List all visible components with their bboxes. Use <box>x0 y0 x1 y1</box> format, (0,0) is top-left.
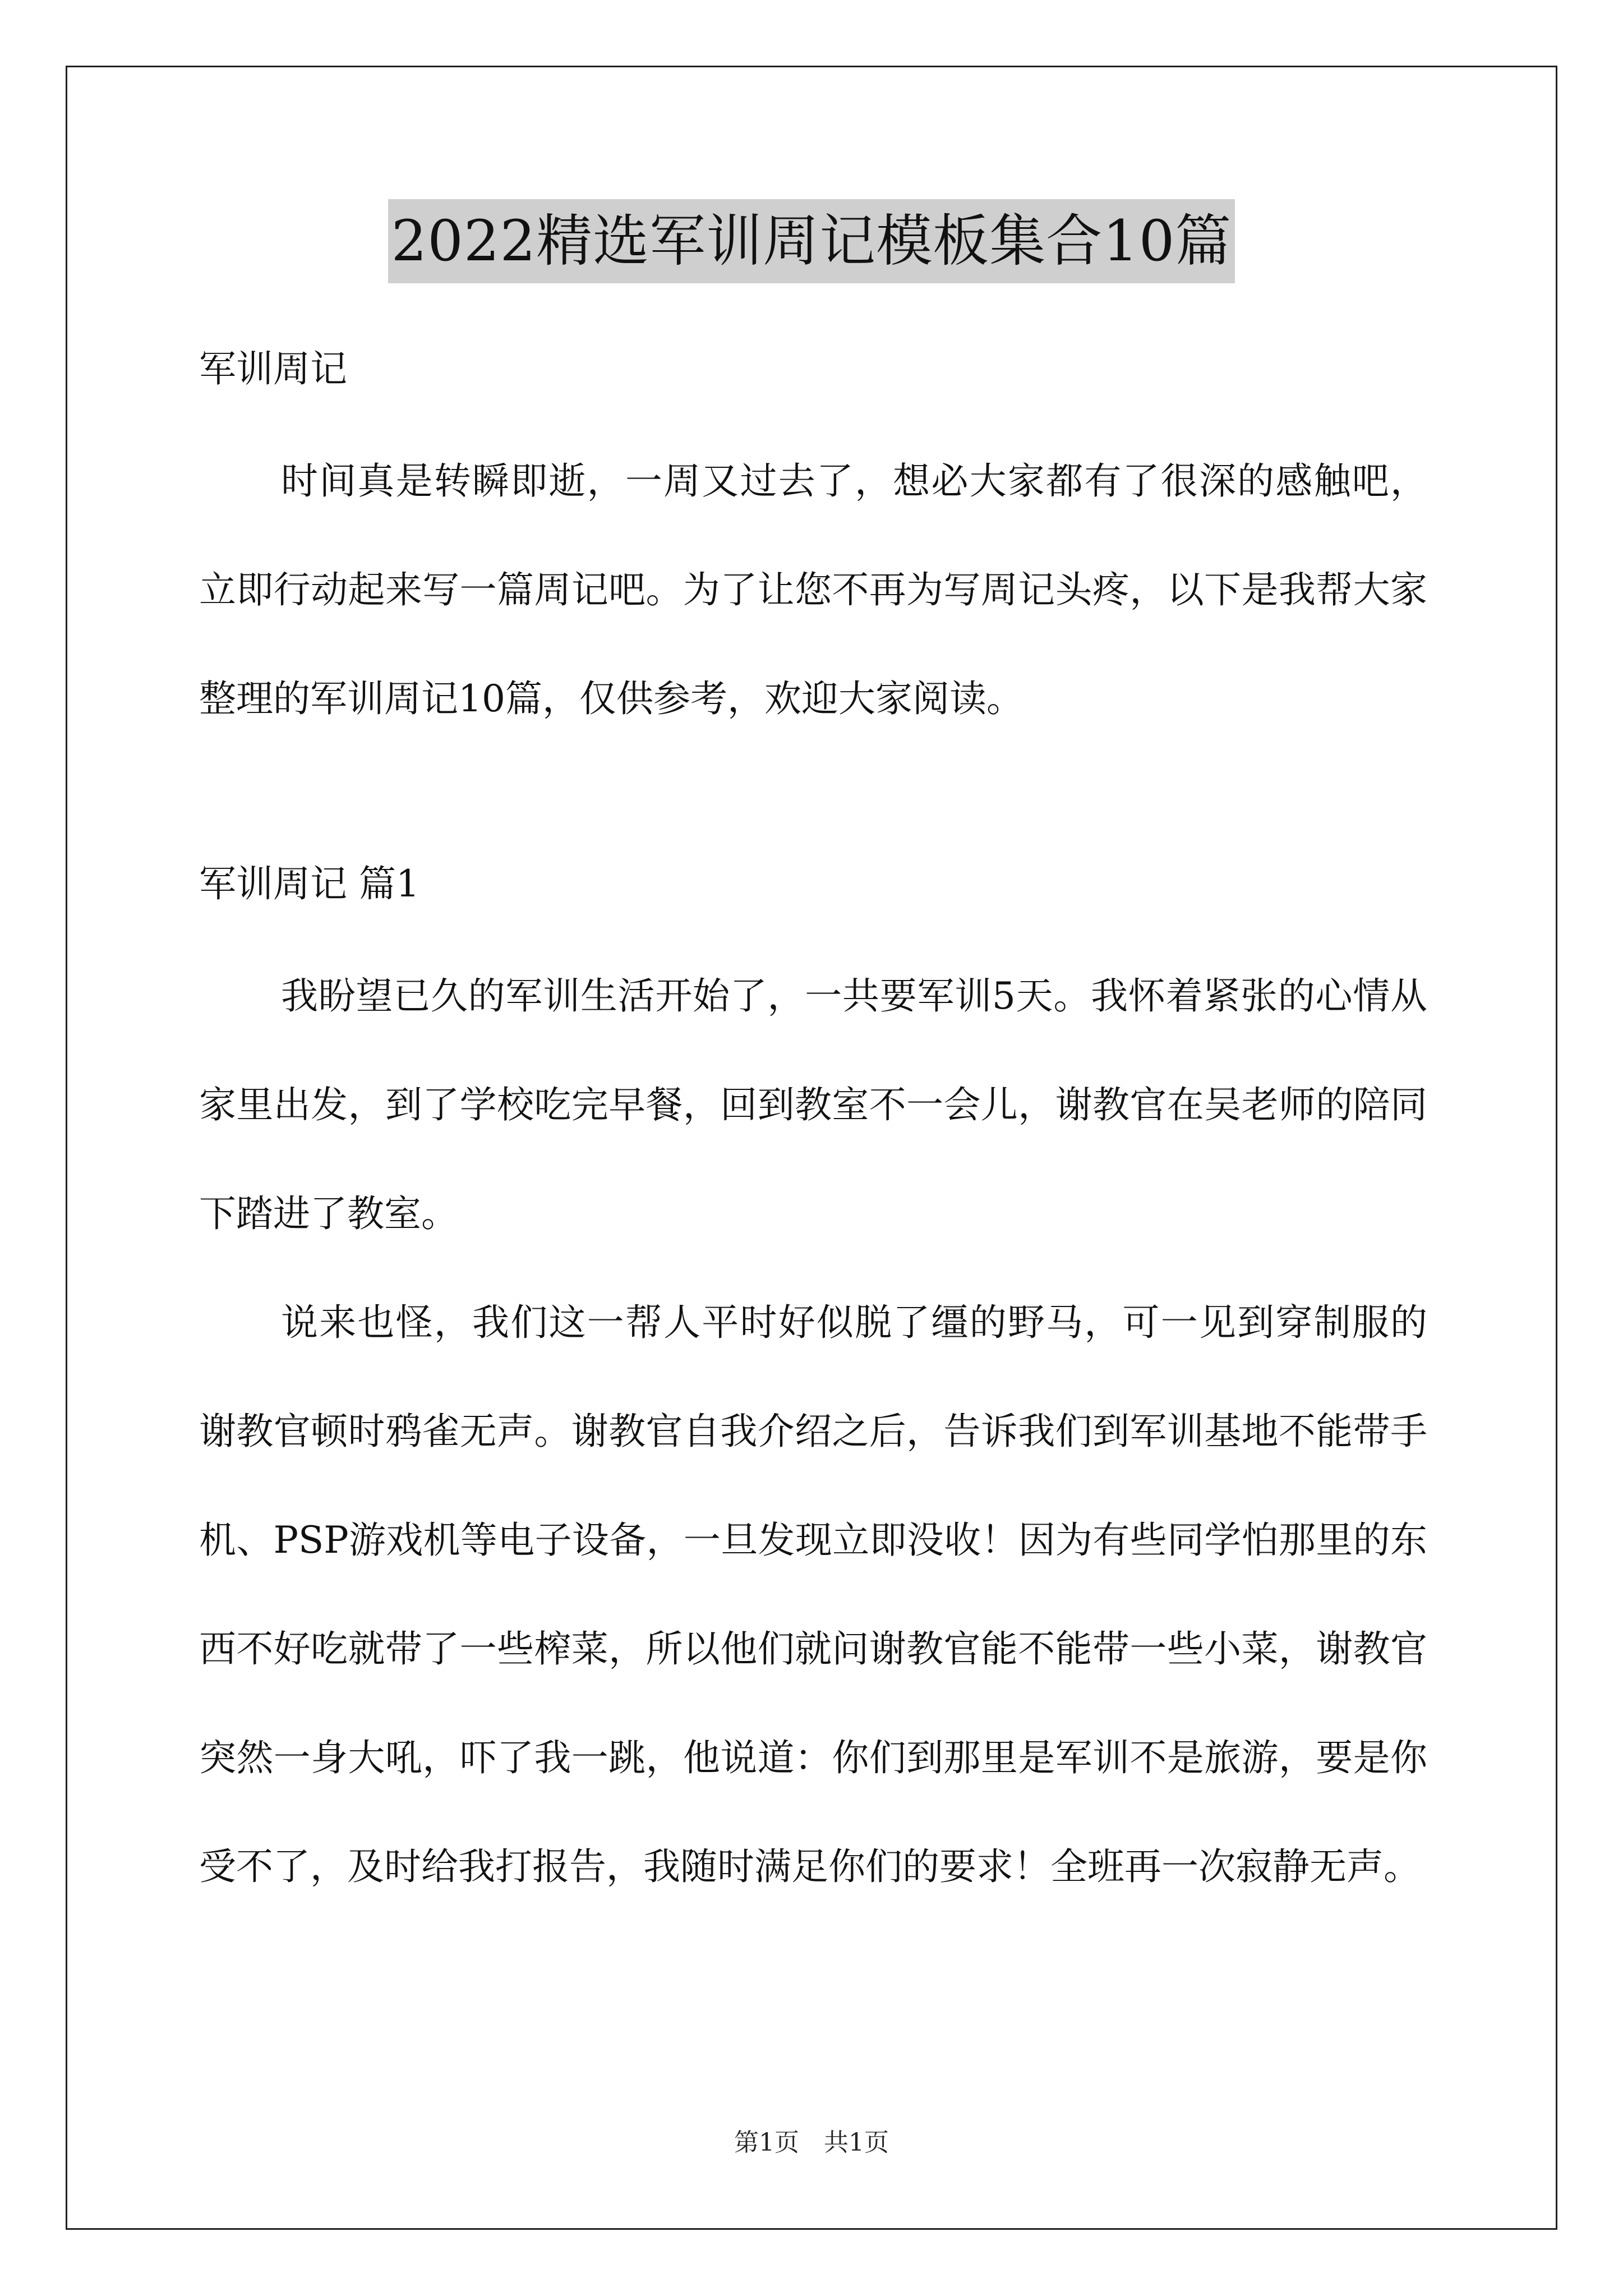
intro-heading: 军训周记 <box>199 347 347 390</box>
document-body <box>199 342 1427 1921</box>
article-1-paragraph-1: 我盼望已久的军训生活开始了，一共要军训5天。我怀着紧张的心情从家里出发，到了学校吃完早餐，回到教室不一会儿，谢教官在吴老师的陪同下踏进了教室。 <box>199 974 1427 1235</box>
document-title: 2022精选军训周记模板集合10篇 <box>388 199 1235 283</box>
page-footer: 第1页 共1页 <box>734 2128 889 2157</box>
intro-paragraph: 时间真是转瞬即逝，一周又过去了，想必大家都有了很深的感触吧，立即行动起来写一篇周记吧。为了让您不再为写周记头疼，以下是我帮大家整理的军训周记10篇，仅供参考，欢迎大家阅读。 <box>199 459 1427 720</box>
title-container <box>0 199 1623 283</box>
article-1-heading: 军训周记 篇1 <box>199 862 419 905</box>
article-1-paragraph-2: 说来也怪，我们这一帮人平时好似脱了缰的野马，可一见到穿制服的谢教官顿时鸦雀无声。谢教官自我介绍之后，告诉我们到军训基地不能带手机、PSP游戏机等电子设备，一旦发现立即没收！因为有些同学怕那里的东西不好吃就带了一些榨菜，所以他们就问谢教官能不能带一些小菜，谢教官突然一身大吼，吓了我一跳，他说道：你们到那里是军训不是旅游，要是你受不了，及时给我打报告，我随时满足你们的要求！全班再一次寂静无声。 <box>199 1301 1427 1888</box>
